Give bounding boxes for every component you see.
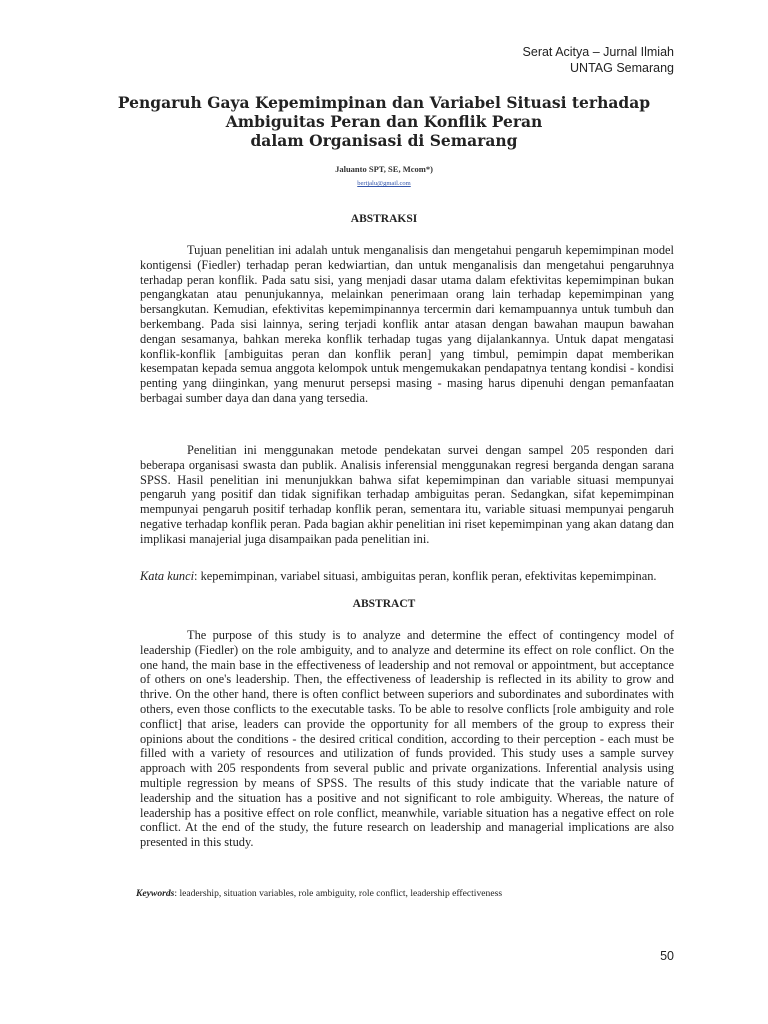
- title-line-1: Pengaruh Gaya Kepemimpinan dan Variabel Situasi terhadap: [117, 93, 651, 112]
- title-line-2: Ambiguitas Peran dan Konflik Peran: [225, 112, 543, 131]
- author-email-link[interactable]: bertjalu@gmail.com: [357, 180, 411, 187]
- abstraksi-keywords: [140, 569, 674, 584]
- page-number: 50: [660, 949, 674, 963]
- abstract-keywords: [136, 887, 676, 901]
- abstraksi-paragraph-2: Penelitian ini menggunakan metode pendekatan survei dengan sampel 205 responden dari beberapa organisasi swasta dan publik. Analisis inferensial menggunakan regresi berganda dengan sarana SPSS. Hasil penelitian ini menunjukkan bahwa sifat kepemimpinan dan variable situasi mempunyai pengaruh yang positif dan tidak signifikan terhadap ambiguitas peran. Sedangkan, sifat kepemimpinan mempunyai pengaruh positif terhadap konflik peran, sementara itu, variable situasi mempunyai pengaruh negative terhadap konflik peran. Pada bagian akhir penelitian ini riset kepemimpinan yang akan datang dan implikasi manajerial juga disampaikan pada penelitian ini.: [140, 443, 674, 546]
- abstract-heading: ABSTRACT: [352, 598, 416, 610]
- author-name: Jaluanto SPT, SE, Mcom*): [335, 164, 433, 174]
- abstract-keywords-text: : leadership, situation variables, role ambiguity, role conflict, leadership effectiveness: [174, 888, 503, 899]
- journal-header: [523, 44, 674, 76]
- journal-institution: UNTAG Semarang: [570, 61, 674, 75]
- paper-title: [100, 93, 668, 150]
- abstraksi-keywords-text: : kepemimpinan, variabel situasi, ambiguitas peran, konflik peran, efektivitas kepemimpinan.: [194, 569, 657, 583]
- abstraksi-keywords-label: Kata kunci: [140, 569, 195, 583]
- abstract-paragraph-1: The purpose of this study is to analyze and determine the effect of contingency model of leadership (Fiedler) on the role ambiguity, and to analyze and determine its effect on role conflict. On the one hand, the main base in the effectiveness of leadership and not removal or appointment, but acceptance of others on one's leadership. Then, the effectiveness of leadership is reflected in its ability to grow and thrive. On the other hand, there is often conflict between superiors and subordinates and subordinates with others, even those conflicts to the executable tasks. To be able to resolve conflicts [role ambiguity and role conflict] that arise, leaders can provide the opportunity for all members of the group to express their opinions about the conditions - the desired critical condition, according to their perception - each must be filled with a variety of resources and utilization of funds provided. This study uses a sample survey approach with 205 respondents from several public and private organizations. Inferential analysis using multiple regression by means of SPSS. The results of this study indicate that the variable nature of leadership and the situation has a positive and not significant to role ambiguity. Whereas, the nature of leadership has a positive effect on role conflict, meanwhile, variable situation has a negative effect on role conflict. At the end of the study, the future research on leadership and managerial implications are also presented in this study.: [140, 628, 674, 850]
- abstract-keywords-label: Keywords: [136, 888, 175, 899]
- title-line-3: dalam Organisasi di Semarang: [250, 131, 518, 150]
- journal-name: Serat Acitya – Jurnal Ilmiah: [522, 45, 674, 59]
- abstraksi-heading: ABSTRAKSI: [350, 213, 418, 225]
- abstraksi-paragraph-1: Tujuan penelitian ini adalah untuk menganalisis dan mengetahui pengaruh kepemimpinan model kontigensi (Fiedler) terhadap peran kedwiartian, dan untuk menganalisis dan mengetahui pengaruhnya terhadap peran konflik. Pada satu sisi, yang menjadi dasar utama dalam efektivitas kepemimpinan bukan pengangkatan atau penunjukannya, melainkan penerimaan orang lain terhadap kepemimpinan yang bersangkutan. Kemudian, efektivitas kepemimpinannya tercermin dari kemampuannya untuk tumbuh dan berkembang. Pada sisi lainnya, sering terjadi konflik antar atasan dengan bawahan maupun bawahan dengan sesamanya, bahkan mereka konflik terhadap tugas yang dijalankannya. Untuk dapat mengatasi konflik-konflik [ambiguitas peran dan konflik peran] yang timbul, pemimpin dapat memberikan kesempatan kepada semua anggota kelompok untuk mengemukakan pendapatnya tentang kondisi - kondisi penting yang diinginkan, yang menurut persepsi masing - masing harus dipenuhi dengan pemanfaatan berbagai sumber daya dan dana yang tersedia.: [140, 243, 674, 405]
